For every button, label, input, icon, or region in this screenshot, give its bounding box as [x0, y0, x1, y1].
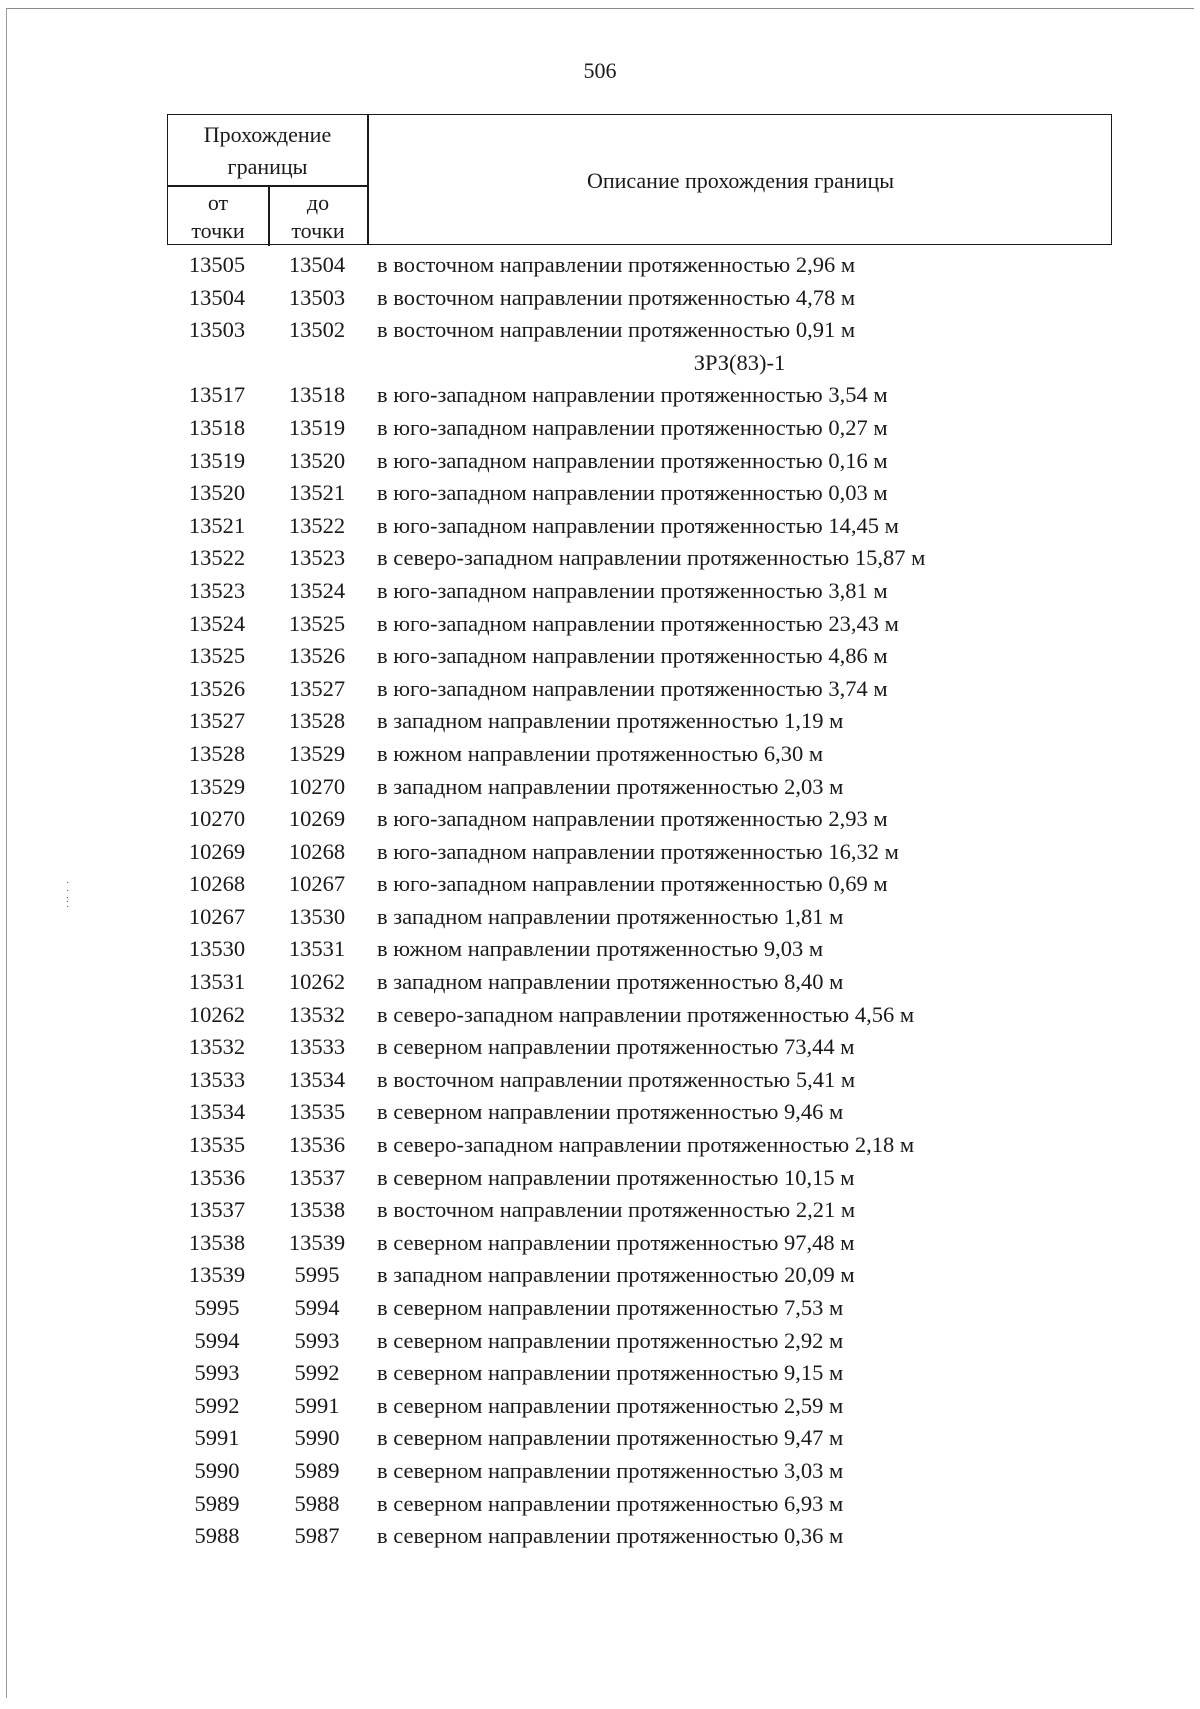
- description: в северном направлении протяженностью 7,53 м: [377, 1295, 844, 1320]
- description: в южном направлении протяженностью 9,03 м: [377, 936, 824, 962]
- header-from-point: от точки: [191, 190, 245, 243]
- table-row: [0, 738, 1200, 771]
- from-point: 13530: [188, 936, 246, 962]
- table-row: [0, 1194, 1200, 1227]
- table-row: [0, 803, 1200, 836]
- from-point: 5995: [194, 1295, 240, 1320]
- table-row: [0, 1031, 1200, 1064]
- table-row: [0, 1259, 1200, 1292]
- page-number: 506: [583, 58, 617, 83]
- description: в западном направлении протяженностью 2,03 м: [377, 773, 844, 799]
- from-point: 13528: [188, 740, 246, 766]
- description: в юго-западном направлении протяженностью 0,27 м: [377, 414, 888, 440]
- scan-specks: · · : ·: [66, 878, 70, 913]
- to-point: 13521: [288, 480, 346, 506]
- from-point: 5993: [194, 1360, 240, 1386]
- from-point: 13536: [188, 1164, 246, 1190]
- table-row: [0, 1292, 1200, 1325]
- description: в западном направлении протяженностью 8,40 м: [377, 969, 844, 995]
- description: в юго-западном направлении протяженностью 3,54 м: [377, 382, 888, 408]
- description: в северном направлении протяженностью 9,47 м: [377, 1425, 844, 1451]
- to-point: 10268: [288, 838, 346, 864]
- to-point: 13502: [288, 317, 346, 343]
- to-point: 13526: [288, 643, 346, 669]
- to-point: 5993: [294, 1327, 340, 1353]
- from-point: 5990: [194, 1457, 240, 1483]
- from-point: 10267: [188, 903, 246, 929]
- description: в юго-западном направлении протяженностью 3,81 м: [377, 577, 888, 603]
- table-row: [0, 1227, 1200, 1260]
- from-point: 13525: [188, 643, 246, 669]
- from-point: 13503: [188, 317, 246, 343]
- to-point: 5989: [294, 1457, 340, 1483]
- to-point: 13530: [288, 903, 346, 929]
- description: в западном направлении протяженностью 20,09 м: [377, 1262, 855, 1288]
- description: в юго-западном направлении протяженностью 14,45 м: [377, 512, 899, 538]
- to-point: 13531: [288, 936, 346, 962]
- from-point: 5989: [194, 1490, 240, 1516]
- to-point: 13525: [288, 610, 346, 636]
- to-point: 13538: [288, 1197, 346, 1223]
- from-point: 10268: [188, 871, 246, 897]
- to-point: 13529: [288, 740, 346, 766]
- to-point: 13503: [288, 284, 346, 310]
- from-point: 13526: [188, 675, 246, 701]
- header-to-point: до точки: [291, 190, 345, 243]
- from-point: 5991: [194, 1425, 240, 1451]
- from-point: 13521: [188, 512, 246, 538]
- description: в восточном направлении протяженностью 5,41 м: [377, 1066, 856, 1092]
- table-row: [0, 445, 1200, 478]
- to-point: 13519: [288, 414, 346, 440]
- to-point: 13520: [288, 447, 346, 473]
- header-description: Описание прохождения границы: [586, 167, 895, 193]
- from-point: 13535: [188, 1132, 246, 1158]
- description: в восточном направлении протяженностью 4,78 м: [377, 284, 856, 310]
- description: в северном направлении протяженностью 73,44 м: [377, 1034, 855, 1060]
- table-row: [0, 282, 1200, 315]
- table-row: [0, 771, 1200, 804]
- from-point: 13537: [188, 1197, 246, 1223]
- section-title-row: [0, 347, 1200, 380]
- to-point: 5995: [294, 1262, 340, 1288]
- to-point: 13539: [288, 1229, 346, 1255]
- table-row: [0, 999, 1200, 1032]
- to-point: 13536: [288, 1132, 346, 1158]
- description: в западном направлении протяженностью 1,19 м: [377, 708, 844, 734]
- table-row: [0, 1357, 1200, 1390]
- table-row: [0, 1129, 1200, 1162]
- description: в северном направлении протяженностью 3,03 м: [377, 1457, 844, 1483]
- to-point: 13518: [288, 382, 346, 408]
- from-point: 13523: [188, 577, 246, 603]
- description: в юго-западном направлении протяженностью 23,43 м: [377, 610, 899, 636]
- from-point: 13531: [188, 969, 246, 995]
- description: в южном направлении протяженностью 6,30 м: [377, 740, 824, 766]
- to-point: 13528: [288, 708, 346, 734]
- to-point: 13532: [288, 1001, 346, 1027]
- from-point: 13532: [188, 1034, 246, 1060]
- table-row: [0, 412, 1200, 445]
- description: в юго-западном направлении протяженностью 16,32 м: [377, 838, 899, 864]
- description: в юго-западном направлении протяженностью 2,93 м: [377, 806, 888, 832]
- to-point: 5990: [294, 1425, 340, 1451]
- from-point: 13505: [188, 252, 246, 277]
- description: в северном направлении протяженностью 10,15 м: [377, 1164, 855, 1190]
- to-point: 5994: [294, 1295, 340, 1320]
- description: в юго-западном направлении протяженностью 0,03 м: [377, 480, 888, 506]
- description: в юго-западном направлении протяженностью 0,16 м: [377, 447, 888, 473]
- description: в восточном направлении протяженностью 2,96 м: [377, 252, 856, 277]
- to-point: 13522: [288, 512, 346, 538]
- description: в северном направлении протяженностью 0,36 м: [377, 1523, 844, 1549]
- from-point: 13504: [188, 284, 246, 310]
- to-point: 10262: [288, 969, 346, 995]
- to-point: 13535: [288, 1099, 346, 1125]
- table-body: [0, 249, 1200, 1553]
- description: в юго-западном направлении протяженностью 0,69 м: [377, 871, 888, 897]
- description: в северо-западном направлении протяженностью 2,18 м: [377, 1132, 915, 1158]
- to-point: 5991: [294, 1392, 340, 1418]
- to-point: 10269: [288, 806, 346, 832]
- description: в восточном направлении протяженностью 0,91 м: [377, 317, 856, 343]
- table-row: [0, 640, 1200, 673]
- from-point: 5988: [194, 1523, 240, 1549]
- from-point: 13538: [188, 1229, 246, 1255]
- table-row: [0, 1488, 1200, 1521]
- from-point: 13517: [188, 382, 246, 408]
- table-row: [0, 510, 1200, 543]
- table-row: [0, 477, 1200, 510]
- to-point: 13527: [288, 675, 346, 701]
- from-point: 13522: [188, 545, 246, 571]
- description: в северо-западном направлении протяженностью 15,87 м: [377, 545, 926, 571]
- table-row: [0, 868, 1200, 901]
- table-row: [0, 901, 1200, 934]
- table-row: [0, 314, 1200, 347]
- table-row: [0, 1390, 1200, 1423]
- from-point: 5994: [194, 1327, 240, 1353]
- description: в северном направлении протяженностью 97,48 м: [377, 1229, 855, 1255]
- table-row: [0, 1096, 1200, 1129]
- description: в северном направлении протяженностью 2,92 м: [377, 1327, 844, 1353]
- to-point: 10270: [288, 773, 346, 799]
- table-row: [0, 575, 1200, 608]
- to-point: 10267: [288, 871, 346, 897]
- to-point: 5988: [294, 1490, 340, 1516]
- from-point: 13534: [188, 1099, 246, 1125]
- from-point: 10269: [188, 838, 246, 864]
- table-row: [0, 836, 1200, 869]
- description: в юго-западном направлении протяженностью 3,74 м: [377, 675, 888, 701]
- from-point: 5992: [194, 1392, 240, 1418]
- table-row: [0, 1422, 1200, 1455]
- description: в северном направлении протяженностью 2,59 м: [377, 1392, 844, 1418]
- to-point: 5987: [294, 1523, 340, 1549]
- table-row: [0, 673, 1200, 706]
- description: в восточном направлении протяженностью 2,21 м: [377, 1197, 856, 1223]
- table-row: [0, 966, 1200, 999]
- table-row: [0, 1325, 1200, 1358]
- table-row: [0, 1162, 1200, 1195]
- description: в юго-западном направлении протяженностью 4,86 м: [377, 643, 888, 669]
- to-point: 13537: [288, 1164, 346, 1190]
- from-point: 13533: [188, 1066, 246, 1092]
- table-row: [0, 1520, 1200, 1553]
- from-point: 10270: [188, 806, 246, 832]
- to-point: 13534: [288, 1066, 346, 1092]
- section-title: ЗРЗ(83)-1: [693, 349, 786, 375]
- from-point: 13519: [188, 447, 246, 473]
- to-point: 13504: [288, 252, 346, 277]
- from-point: 10262: [188, 1001, 246, 1027]
- from-point: 13529: [188, 773, 246, 799]
- description: в западном направлении протяженностью 1,81 м: [377, 903, 844, 929]
- table-row: [0, 542, 1200, 575]
- description: в северо-западном направлении протяженностью 4,56 м: [377, 1001, 915, 1027]
- description: в северном направлении протяженностью 9,15 м: [377, 1360, 844, 1386]
- table-row: [0, 1064, 1200, 1097]
- table-row: [0, 249, 1200, 282]
- to-point: 13533: [288, 1034, 346, 1060]
- scan-edge-top: [6, 8, 1194, 9]
- from-point: 13539: [188, 1262, 246, 1288]
- description: в северном направлении протяженностью 9,46 м: [377, 1099, 844, 1125]
- to-point: 5992: [294, 1360, 340, 1386]
- to-point: 13524: [288, 577, 346, 603]
- table-row: [0, 608, 1200, 641]
- table-row: [0, 379, 1200, 412]
- from-point: 13524: [188, 610, 246, 636]
- table-header: [167, 114, 1112, 245]
- description: в северном направлении протяженностью 6,93 м: [377, 1490, 844, 1516]
- header-divider: [168, 185, 367, 187]
- header-passage: Прохождение границы: [203, 122, 332, 179]
- from-point: 13518: [188, 414, 246, 440]
- table-row: [0, 933, 1200, 966]
- table-row: [0, 705, 1200, 738]
- to-point: 13523: [288, 545, 346, 571]
- from-point: 13520: [188, 480, 246, 506]
- table-row: [0, 1455, 1200, 1488]
- from-point: 13527: [188, 708, 246, 734]
